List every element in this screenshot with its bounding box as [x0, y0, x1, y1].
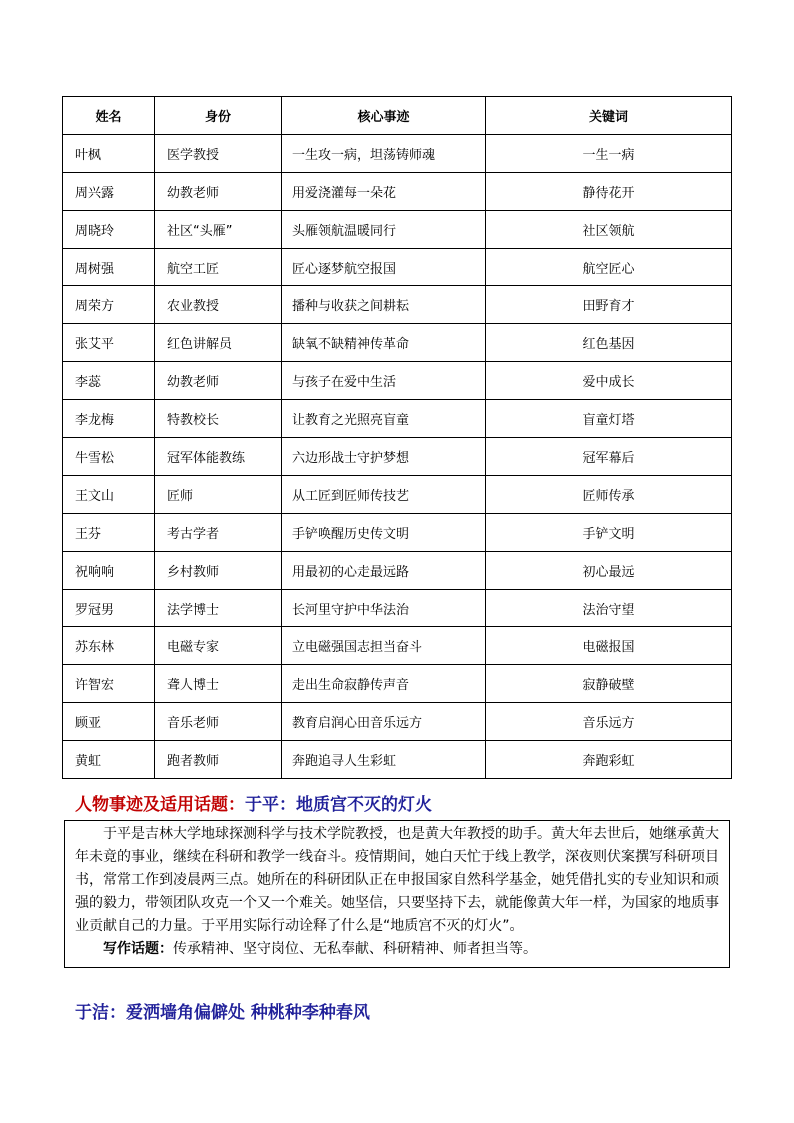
table-row [63, 551, 732, 589]
cell-role: 匠师 [155, 475, 282, 513]
cell-keyword: 电磁报国 [486, 627, 732, 665]
cell-keyword: 田野育才 [486, 286, 732, 324]
cell-role: 电磁专家 [155, 627, 282, 665]
column-header-deed: 核心事迹 [282, 97, 486, 135]
writing-topics [75, 938, 719, 961]
cell-name: 牛雪松 [63, 438, 155, 476]
table-row [63, 741, 732, 779]
cell-role: 红色讲解员 [155, 324, 282, 362]
section-heading-yujie: 于洁：爱洒墙角偏僻处 种桃种李种春风 [75, 1003, 370, 1023]
cell-role: 幼教老师 [155, 172, 282, 210]
cell-name: 周荣方 [63, 286, 155, 324]
cell-deed: 一生攻一病，坦荡铸师魂 [282, 134, 486, 172]
cell-name: 苏东林 [63, 627, 155, 665]
cell-keyword: 盲童灯塔 [486, 400, 732, 438]
table-row [63, 438, 732, 476]
cell-keyword: 航空匠心 [486, 248, 732, 286]
story-paragraph: 于平是吉林大学地球探测科学与技术学院教授，也是黄大年教授的助手。黄大年去世后，她继承黄大年未竟的事业，继续在科研和教学一线奋斗。疫情期间，她白天忙于线上教学，深夜则伏案撰写科研项目书，常常工作到凌晨两三点。她所在的科研团队正在申报国家自然科学基金，她凭借扎实的专业知识和顽强的毅力，带领团队攻克一个又一个难关。她坚信，只要坚持下去，就能像黄大年一样，为国家的地质事业贡献自己的力量。于平用实际行动诠释了什么是“地质宫不灭的灯火”。 [75, 826, 719, 934]
cell-name: 祝响响 [63, 551, 155, 589]
table-row [63, 400, 732, 438]
cell-deed: 六边形战士守护梦想 [282, 438, 486, 476]
cell-role: 特教校长 [155, 400, 282, 438]
section-heading-yuping [75, 790, 432, 815]
cell-role: 农业教授 [155, 286, 282, 324]
table-row [63, 627, 732, 665]
people-table [62, 96, 732, 779]
cell-name: 叶枫 [63, 134, 155, 172]
cell-deed: 播种与收获之间耕耘 [282, 286, 486, 324]
table-row [63, 134, 732, 172]
cell-role: 聋人博士 [155, 665, 282, 703]
table-row [63, 248, 732, 286]
table-row [63, 362, 732, 400]
table-row [63, 513, 732, 551]
table-header-row [63, 97, 732, 135]
cell-role: 医学教授 [155, 134, 282, 172]
table-row [63, 286, 732, 324]
cell-name: 李龙梅 [63, 400, 155, 438]
cell-role: 航空工匠 [155, 248, 282, 286]
cell-deed: 立电磁强国志担当奋斗 [282, 627, 486, 665]
cell-deed: 长河里守护中华法治 [282, 589, 486, 627]
cell-name: 周晓玲 [63, 210, 155, 248]
cell-name: 李蕊 [63, 362, 155, 400]
cell-deed: 用爱浇灌每一朵花 [282, 172, 486, 210]
cell-role: 冠军体能教练 [155, 438, 282, 476]
cell-role: 幼教老师 [155, 362, 282, 400]
cell-keyword: 寂静破壁 [486, 665, 732, 703]
cell-deed: 让教育之光照亮盲童 [282, 400, 486, 438]
cell-deed: 缺氧不缺精神传革命 [282, 324, 486, 362]
cell-deed: 与孩子在爱中生活 [282, 362, 486, 400]
cell-keyword: 社区领航 [486, 210, 732, 248]
cell-keyword: 音乐远方 [486, 703, 732, 741]
cell-name: 王文山 [63, 475, 155, 513]
table-row [63, 172, 732, 210]
heading-title: 于平：地质宫不灭的灯火 [245, 795, 432, 815]
cell-keyword: 手铲文明 [486, 513, 732, 551]
cell-role: 考古学者 [155, 513, 282, 551]
heading-prefix: 人物事迹及适用话题： [75, 795, 245, 815]
cell-name: 王芬 [63, 513, 155, 551]
cell-keyword: 初心最远 [486, 551, 732, 589]
cell-role: 乡村教师 [155, 551, 282, 589]
cell-keyword: 一生一病 [486, 134, 732, 172]
cell-name: 周树强 [63, 248, 155, 286]
cell-keyword: 静待花开 [486, 172, 732, 210]
cell-keyword: 匠师传承 [486, 475, 732, 513]
table-row [63, 324, 732, 362]
cell-name: 许智宏 [63, 665, 155, 703]
cell-deed: 走出生命寂静传声音 [282, 665, 486, 703]
cell-name: 周兴露 [63, 172, 155, 210]
cell-deed: 手铲唤醒历史传文明 [282, 513, 486, 551]
cell-name: 黄虹 [63, 741, 155, 779]
cell-deed: 用最初的心走最远路 [282, 551, 486, 589]
cell-role: 跑者教师 [155, 741, 282, 779]
cell-name: 顾亚 [63, 703, 155, 741]
topics-text: 传承精神、坚守岗位、无私奉献、科研精神、师者担当等。 [173, 941, 537, 957]
cell-role: 音乐老师 [155, 703, 282, 741]
table-row [63, 210, 732, 248]
cell-name: 张艾平 [63, 324, 155, 362]
cell-keyword: 红色基因 [486, 324, 732, 362]
table-row [63, 589, 732, 627]
story-box [64, 820, 730, 968]
cell-keyword: 奔跑彩虹 [486, 741, 732, 779]
column-header-keyword: 关键词 [486, 97, 732, 135]
cell-role: 法学博士 [155, 589, 282, 627]
cell-deed: 从工匠到匠师传技艺 [282, 475, 486, 513]
cell-deed: 奔跑追寻人生彩虹 [282, 741, 486, 779]
cell-deed: 教育启润心田音乐远方 [282, 703, 486, 741]
column-header-name: 姓名 [63, 97, 155, 135]
cell-keyword: 冠军幕后 [486, 438, 732, 476]
table-row [63, 475, 732, 513]
table-row [63, 665, 732, 703]
cell-deed: 头雁领航温暖同行 [282, 210, 486, 248]
table-row [63, 703, 732, 741]
topics-label: 写作话题： [103, 941, 173, 957]
cell-keyword: 法治守望 [486, 589, 732, 627]
cell-keyword: 爱中成长 [486, 362, 732, 400]
cell-deed: 匠心逐梦航空报国 [282, 248, 486, 286]
cell-role: 社区“头雁” [155, 210, 282, 248]
column-header-role: 身份 [155, 97, 282, 135]
cell-name: 罗冠男 [63, 589, 155, 627]
